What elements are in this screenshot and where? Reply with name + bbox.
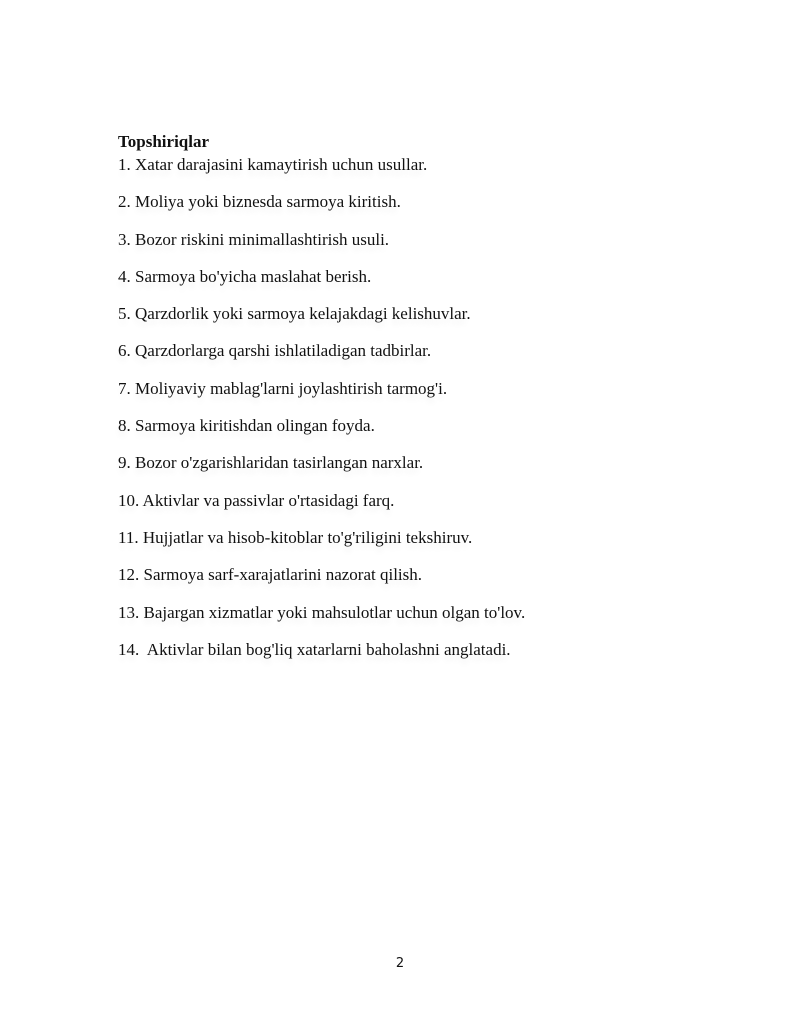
- task-item-4: 4. Sarmoya bo'yicha maslahat berish.: [118, 266, 372, 286]
- task-item-9: 9. Bozor o'zgarishlaridan tasirlangan narxlar.: [118, 453, 424, 473]
- task-item-14: 14. Aktivlar bilan bog'liq xatarlarni baholashni anglatadi.: [118, 639, 511, 659]
- task-item-6: 6. Qarzdorlarga qarshi ishlatiladigan tadbirlar.: [118, 341, 432, 361]
- task-item-2: 2. Moliya yoki biznesda sarmoya kiritish.: [118, 192, 401, 212]
- task-item-12: 12. Sarmoya sarf-xarajatlarini nazorat qilish.: [118, 565, 422, 585]
- task-item-3: 3. Bozor riskini minimallashtirish usuli.: [118, 229, 390, 249]
- task-item-5: 5. Qarzdorlik yoki sarmoya kelajakdagi kelishuvlar.: [118, 304, 471, 324]
- section-heading: Topshiriqlar: [118, 132, 210, 151]
- task-item-10: 10. Aktivlar va passivlar o'rtasidagi farq.: [118, 490, 395, 510]
- task-item-7: 7. Moliyaviy mablag'larni joylashtirish tarmog'i.: [118, 378, 448, 398]
- task-item-1: 1. Xatar darajasini kamaytirish uchun usullar.: [118, 155, 428, 174]
- task-item-13: 13. Bajargan xizmatlar yoki mahsulotlar uchun olgan to'lov.: [118, 602, 526, 622]
- task-item-11: 11. Hujjatlar va hisob-kitoblar to'g'riligini tekshiruv.: [118, 527, 473, 547]
- task-list: [118, 154, 525, 676]
- page-number: 2: [395, 956, 405, 971]
- task-item-8: 8. Sarmoya kiritishdan olingan foyda.: [118, 416, 375, 436]
